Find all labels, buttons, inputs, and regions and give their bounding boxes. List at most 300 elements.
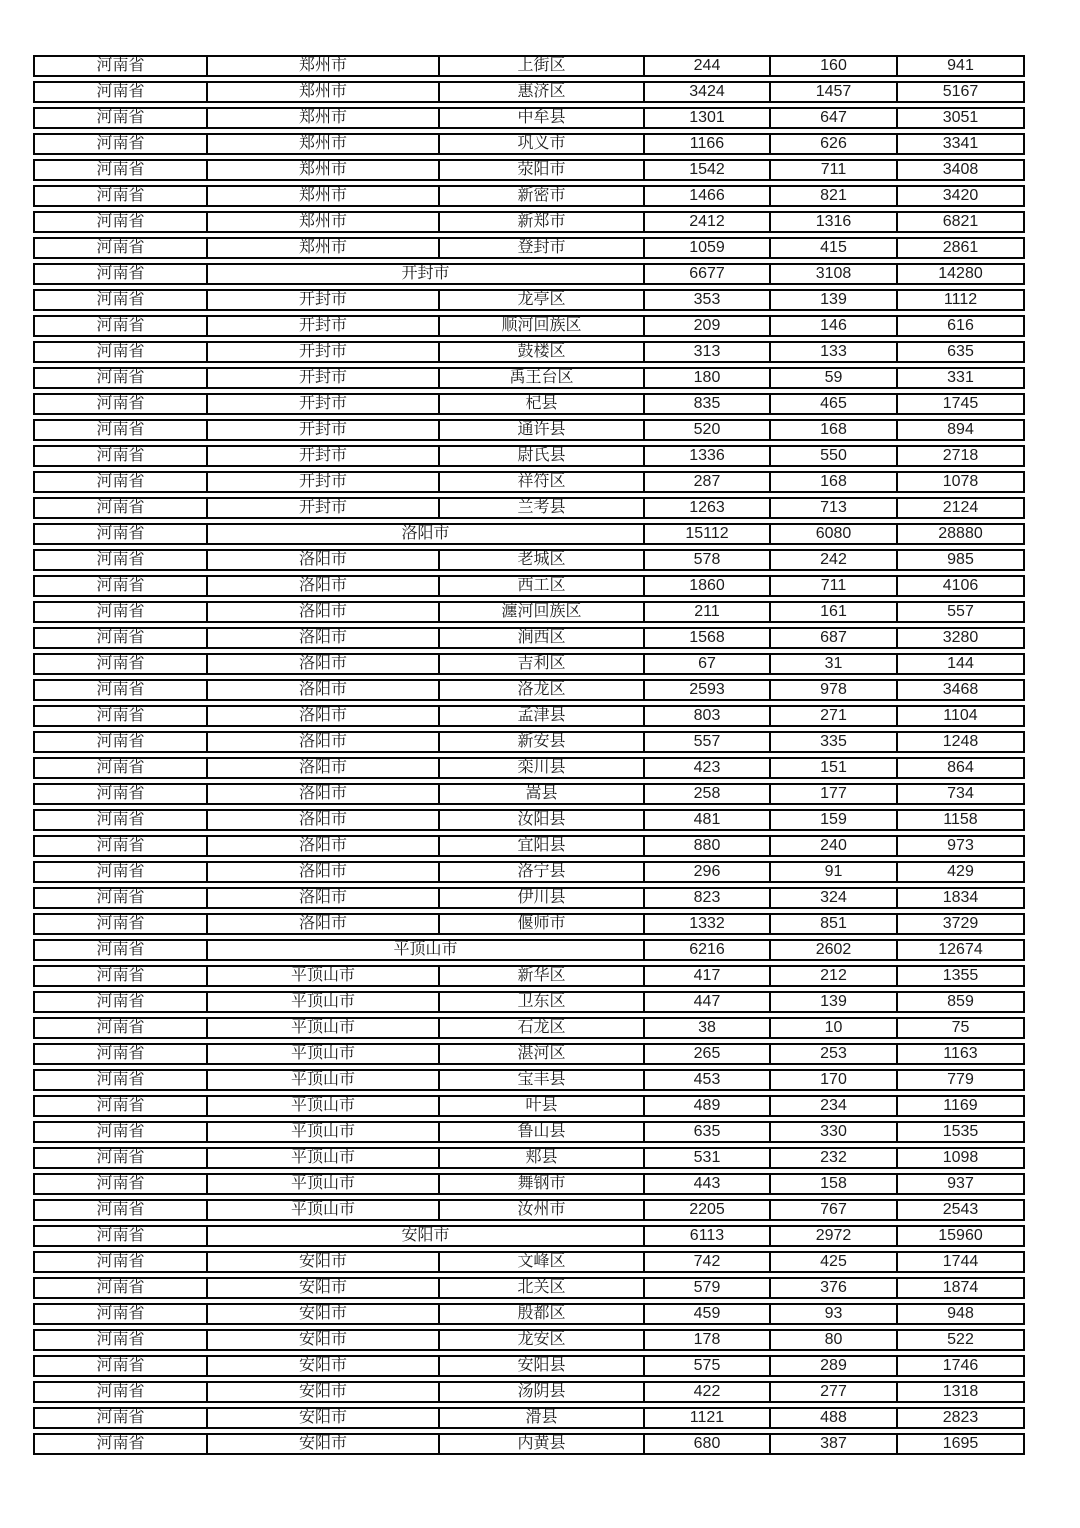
- cell-value-1: 15112: [645, 523, 771, 545]
- cell-value-1: 38: [645, 1017, 771, 1039]
- cell-value-3: 4106: [898, 575, 1025, 597]
- cell-value-3: 1248: [898, 731, 1025, 753]
- cell-district: 新华区: [440, 965, 645, 987]
- cell-city: 洛阳市: [208, 809, 440, 831]
- cell-city: 平顶山市: [208, 1147, 440, 1169]
- cell-province: 河南省: [33, 757, 208, 779]
- cell-city: 开封市: [208, 471, 440, 493]
- cell-value-2: 31: [771, 653, 898, 675]
- cell-value-1: 417: [645, 965, 771, 987]
- cell-value-1: 579: [645, 1277, 771, 1299]
- cell-province: 河南省: [33, 627, 208, 649]
- cell-value-1: 423: [645, 757, 771, 779]
- table-row: [33, 419, 1025, 441]
- cell-value-2: 821: [771, 185, 898, 207]
- cell-district: 尉氏县: [440, 445, 645, 467]
- cell-value-2: 289: [771, 1355, 898, 1377]
- cell-district: 栾川县: [440, 757, 645, 779]
- cell-district: 祥符区: [440, 471, 645, 493]
- cell-value-2: 425: [771, 1251, 898, 1273]
- cell-province: 河南省: [33, 1069, 208, 1091]
- table-row: [33, 913, 1025, 935]
- cell-city: 洛阳市: [208, 887, 440, 909]
- cell-value-3: 429: [898, 861, 1025, 883]
- cell-district: 中牟县: [440, 107, 645, 129]
- cell-value-2: 277: [771, 1381, 898, 1403]
- cell-value-2: 168: [771, 419, 898, 441]
- cell-city: 安阳市: [208, 1303, 440, 1325]
- table-row: [33, 991, 1025, 1013]
- table-row: [33, 575, 1025, 597]
- cell-value-2: 713: [771, 497, 898, 519]
- cell-province: 河南省: [33, 237, 208, 259]
- table-row: [33, 81, 1025, 103]
- cell-district: 石龙区: [440, 1017, 645, 1039]
- table-row: [33, 965, 1025, 987]
- cell-city: 郑州市: [208, 237, 440, 259]
- cell-value-3: 1163: [898, 1043, 1025, 1065]
- cell-province: 河南省: [33, 133, 208, 155]
- cell-province: 河南省: [33, 445, 208, 467]
- table-row: [33, 601, 1025, 623]
- cell-city: 郑州市: [208, 211, 440, 233]
- cell-province: 河南省: [33, 289, 208, 311]
- cell-city: 安阳市: [208, 1251, 440, 1273]
- cell-city: 平顶山市: [208, 991, 440, 1013]
- cell-city: 开封市: [208, 341, 440, 363]
- table-row: [33, 627, 1025, 649]
- cell-value-1: 296: [645, 861, 771, 883]
- cell-province: 河南省: [33, 783, 208, 805]
- cell-value-3: 3729: [898, 913, 1025, 935]
- cell-value-3: 616: [898, 315, 1025, 337]
- table-row: [33, 1017, 1025, 1039]
- cell-province: 河南省: [33, 55, 208, 77]
- cell-province: 河南省: [33, 809, 208, 831]
- cell-value-2: 159: [771, 809, 898, 831]
- cell-value-1: 67: [645, 653, 771, 675]
- table-row: [33, 1121, 1025, 1143]
- cell-city: 郑州市: [208, 107, 440, 129]
- cell-city: 安阳市: [208, 1407, 440, 1429]
- cell-value-1: 823: [645, 887, 771, 909]
- cell-province: 河南省: [33, 81, 208, 103]
- cell-value-3: 941: [898, 55, 1025, 77]
- cell-city: 平顶山市: [208, 965, 440, 987]
- cell-value-3: 734: [898, 783, 1025, 805]
- table-body: [33, 55, 1025, 1455]
- cell-province: 河南省: [33, 653, 208, 675]
- cell-value-1: 422: [645, 1381, 771, 1403]
- table-row: [33, 211, 1025, 233]
- table-row: [33, 679, 1025, 701]
- table-row: [33, 367, 1025, 389]
- cell-value-3: 864: [898, 757, 1025, 779]
- cell-value-2: 550: [771, 445, 898, 467]
- cell-province: 河南省: [33, 913, 208, 935]
- cell-district: 汤阴县: [440, 1381, 645, 1403]
- cell-value-1: 1466: [645, 185, 771, 207]
- cell-province: 河南省: [33, 887, 208, 909]
- cell-value-3: 3341: [898, 133, 1025, 155]
- cell-city-summary: 安阳市: [208, 1225, 645, 1247]
- cell-value-1: 557: [645, 731, 771, 753]
- cell-district: 巩义市: [440, 133, 645, 155]
- cell-value-1: 6216: [645, 939, 771, 961]
- cell-city: 开封市: [208, 393, 440, 415]
- cell-value-2: 647: [771, 107, 898, 129]
- table-row: [33, 1277, 1025, 1299]
- cell-city: 洛阳市: [208, 653, 440, 675]
- cell-value-1: 1121: [645, 1407, 771, 1429]
- cell-district: 龙亭区: [440, 289, 645, 311]
- cell-value-3: 1834: [898, 887, 1025, 909]
- cell-value-1: 635: [645, 1121, 771, 1143]
- cell-province: 河南省: [33, 1199, 208, 1221]
- cell-value-3: 2823: [898, 1407, 1025, 1429]
- cell-district: 北关区: [440, 1277, 645, 1299]
- cell-value-2: 2602: [771, 939, 898, 961]
- cell-value-3: 3468: [898, 679, 1025, 701]
- table-row: [33, 55, 1025, 77]
- cell-value-2: 133: [771, 341, 898, 363]
- cell-value-1: 1263: [645, 497, 771, 519]
- cell-province: 河南省: [33, 471, 208, 493]
- cell-district: 湛河区: [440, 1043, 645, 1065]
- cell-value-2: 1457: [771, 81, 898, 103]
- cell-value-2: 177: [771, 783, 898, 805]
- cell-city: 开封市: [208, 367, 440, 389]
- table-row: [33, 1095, 1025, 1117]
- cell-district: 上街区: [440, 55, 645, 77]
- cell-value-3: 3280: [898, 627, 1025, 649]
- cell-value-3: 973: [898, 835, 1025, 857]
- table-row: [33, 1199, 1025, 1221]
- cell-value-1: 209: [645, 315, 771, 337]
- cell-value-1: 211: [645, 601, 771, 623]
- cell-city: 安阳市: [208, 1355, 440, 1377]
- table-row: [33, 1251, 1025, 1273]
- cell-district: 汝阳县: [440, 809, 645, 831]
- cell-value-3: 557: [898, 601, 1025, 623]
- table-row: [33, 315, 1025, 337]
- table-row: [33, 497, 1025, 519]
- cell-province: 河南省: [33, 1277, 208, 1299]
- cell-province: 河南省: [33, 1303, 208, 1325]
- cell-province: 河南省: [33, 1121, 208, 1143]
- cell-value-1: 1542: [645, 159, 771, 181]
- cell-value-3: 635: [898, 341, 1025, 363]
- cell-city: 郑州市: [208, 159, 440, 181]
- cell-value-1: 1568: [645, 627, 771, 649]
- cell-value-2: 93: [771, 1303, 898, 1325]
- cell-province: 河南省: [33, 1433, 208, 1455]
- cell-value-1: 459: [645, 1303, 771, 1325]
- table-row: [33, 185, 1025, 207]
- cell-city: 平顶山市: [208, 1069, 440, 1091]
- cell-district: 西工区: [440, 575, 645, 597]
- cell-value-2: 978: [771, 679, 898, 701]
- cell-value-2: 151: [771, 757, 898, 779]
- cell-value-2: 376: [771, 1277, 898, 1299]
- cell-district: 涧西区: [440, 627, 645, 649]
- table-row: [33, 159, 1025, 181]
- cell-city: 开封市: [208, 315, 440, 337]
- cell-province: 河南省: [33, 497, 208, 519]
- cell-city: 平顶山市: [208, 1173, 440, 1195]
- cell-value-1: 2593: [645, 679, 771, 701]
- cell-value-3: 2861: [898, 237, 1025, 259]
- cell-city: 平顶山市: [208, 1095, 440, 1117]
- cell-district: 兰考县: [440, 497, 645, 519]
- cell-city: 平顶山市: [208, 1017, 440, 1039]
- cell-value-1: 1059: [645, 237, 771, 259]
- cell-value-1: 835: [645, 393, 771, 415]
- cell-value-1: 578: [645, 549, 771, 571]
- cell-district: 荥阳市: [440, 159, 645, 181]
- cell-value-1: 2205: [645, 1199, 771, 1221]
- table-row: [33, 1069, 1025, 1091]
- cell-province: 河南省: [33, 1225, 208, 1247]
- table-row: [33, 133, 1025, 155]
- cell-value-1: 447: [645, 991, 771, 1013]
- cell-value-1: 2412: [645, 211, 771, 233]
- cell-value-1: 1860: [645, 575, 771, 597]
- cell-value-1: 1332: [645, 913, 771, 935]
- cell-value-1: 258: [645, 783, 771, 805]
- cell-value-2: 146: [771, 315, 898, 337]
- table-row: [33, 471, 1025, 493]
- cell-value-1: 313: [645, 341, 771, 363]
- cell-value-2: 240: [771, 835, 898, 857]
- cell-value-2: 91: [771, 861, 898, 883]
- cell-value-3: 1746: [898, 1355, 1025, 1377]
- cell-district: 洛龙区: [440, 679, 645, 701]
- cell-city: 平顶山市: [208, 1043, 440, 1065]
- cell-province: 河南省: [33, 367, 208, 389]
- cell-value-2: 324: [771, 887, 898, 909]
- cell-value-3: 779: [898, 1069, 1025, 1091]
- table-row: [33, 705, 1025, 727]
- cell-value-2: 271: [771, 705, 898, 727]
- cell-value-2: 330: [771, 1121, 898, 1143]
- table-row: [33, 1355, 1025, 1377]
- cell-value-2: 488: [771, 1407, 898, 1429]
- cell-city: 安阳市: [208, 1329, 440, 1351]
- cell-value-2: 242: [771, 549, 898, 571]
- cell-value-2: 253: [771, 1043, 898, 1065]
- cell-district: 顺河回族区: [440, 315, 645, 337]
- cell-province: 河南省: [33, 575, 208, 597]
- cell-value-1: 489: [645, 1095, 771, 1117]
- table-row: [33, 731, 1025, 753]
- cell-value-2: 415: [771, 237, 898, 259]
- cell-province: 河南省: [33, 1329, 208, 1351]
- cell-district: 登封市: [440, 237, 645, 259]
- table-row: [33, 1147, 1025, 1169]
- cell-value-3: 144: [898, 653, 1025, 675]
- cell-value-3: 2543: [898, 1199, 1025, 1221]
- cell-province: 河南省: [33, 1095, 208, 1117]
- cell-value-3: 1104: [898, 705, 1025, 727]
- cell-value-2: 212: [771, 965, 898, 987]
- cell-city: 洛阳市: [208, 549, 440, 571]
- cell-value-2: 711: [771, 575, 898, 597]
- table-row: [33, 549, 1025, 571]
- cell-province: 河南省: [33, 341, 208, 363]
- table-row-city-summary: [33, 939, 1025, 961]
- cell-value-3: 331: [898, 367, 1025, 389]
- cell-value-1: 6113: [645, 1225, 771, 1247]
- cell-value-2: 139: [771, 991, 898, 1013]
- cell-value-3: 3420: [898, 185, 1025, 207]
- cell-province: 河南省: [33, 731, 208, 753]
- cell-value-1: 180: [645, 367, 771, 389]
- cell-value-3: 1874: [898, 1277, 1025, 1299]
- cell-city: 洛阳市: [208, 861, 440, 883]
- table-row: [33, 1329, 1025, 1351]
- table-row: [33, 861, 1025, 883]
- cell-value-2: 6080: [771, 523, 898, 545]
- table-row: [33, 809, 1025, 831]
- cell-value-3: 1158: [898, 809, 1025, 831]
- cell-value-2: 161: [771, 601, 898, 623]
- cell-value-1: 353: [645, 289, 771, 311]
- cell-city: 洛阳市: [208, 835, 440, 857]
- cell-district: 洛宁县: [440, 861, 645, 883]
- cell-value-3: 6821: [898, 211, 1025, 233]
- cell-city: 安阳市: [208, 1381, 440, 1403]
- cell-district: 宝丰县: [440, 1069, 645, 1091]
- cell-city: 开封市: [208, 445, 440, 467]
- cell-city: 洛阳市: [208, 601, 440, 623]
- cell-city: 开封市: [208, 497, 440, 519]
- cell-province: 河南省: [33, 601, 208, 623]
- cell-value-1: 680: [645, 1433, 771, 1455]
- table-row: [33, 1433, 1025, 1455]
- cell-value-2: 1316: [771, 211, 898, 233]
- cell-city: 洛阳市: [208, 913, 440, 935]
- cell-district: 新密市: [440, 185, 645, 207]
- table-row: [33, 757, 1025, 779]
- cell-district: 滑县: [440, 1407, 645, 1429]
- cell-value-2: 232: [771, 1147, 898, 1169]
- table-row: [33, 1381, 1025, 1403]
- cell-value-1: 742: [645, 1251, 771, 1273]
- table-row: [33, 1407, 1025, 1429]
- cell-value-1: 3424: [645, 81, 771, 103]
- cell-value-3: 3408: [898, 159, 1025, 181]
- cell-value-2: 3108: [771, 263, 898, 285]
- cell-value-2: 2972: [771, 1225, 898, 1247]
- cell-value-3: 15960: [898, 1225, 1025, 1247]
- cell-city: 洛阳市: [208, 731, 440, 753]
- cell-value-3: 3051: [898, 107, 1025, 129]
- cell-value-1: 6677: [645, 263, 771, 285]
- table-row: [33, 1303, 1025, 1325]
- cell-district: 吉利区: [440, 653, 645, 675]
- cell-value-2: 170: [771, 1069, 898, 1091]
- cell-district: 舞钢市: [440, 1173, 645, 1195]
- cell-city: 洛阳市: [208, 705, 440, 727]
- cell-city: 洛阳市: [208, 627, 440, 649]
- cell-value-2: 851: [771, 913, 898, 935]
- cell-city: 安阳市: [208, 1433, 440, 1455]
- cell-city: 开封市: [208, 419, 440, 441]
- cell-province: 河南省: [33, 1147, 208, 1169]
- cell-province: 河南省: [33, 1043, 208, 1065]
- cell-district: 龙安区: [440, 1329, 645, 1351]
- table-row: [33, 887, 1025, 909]
- cell-city: 平顶山市: [208, 1121, 440, 1143]
- cell-value-1: 1166: [645, 133, 771, 155]
- cell-value-1: 1336: [645, 445, 771, 467]
- table-row: [33, 107, 1025, 129]
- cell-province: 河南省: [33, 965, 208, 987]
- cell-district: 殷都区: [440, 1303, 645, 1325]
- cell-district: 宜阳县: [440, 835, 645, 857]
- cell-province: 河南省: [33, 939, 208, 961]
- cell-district: 安阳县: [440, 1355, 645, 1377]
- cell-city: 郑州市: [208, 81, 440, 103]
- cell-value-3: 937: [898, 1173, 1025, 1195]
- table-row: [33, 445, 1025, 467]
- cell-province: 河南省: [33, 159, 208, 181]
- cell-province: 河南省: [33, 523, 208, 545]
- cell-province: 河南省: [33, 1251, 208, 1273]
- cell-district: 新安县: [440, 731, 645, 753]
- cell-district: 通许县: [440, 419, 645, 441]
- cell-province: 河南省: [33, 679, 208, 701]
- cell-district: 瀍河回族区: [440, 601, 645, 623]
- cell-value-1: 520: [645, 419, 771, 441]
- cell-value-3: 12674: [898, 939, 1025, 961]
- cell-value-3: 1098: [898, 1147, 1025, 1169]
- cell-city: 开封市: [208, 289, 440, 311]
- cell-province: 河南省: [33, 107, 208, 129]
- cell-value-1: 880: [645, 835, 771, 857]
- cell-city-summary: 平顶山市: [208, 939, 645, 961]
- cell-province: 河南省: [33, 1407, 208, 1429]
- cell-city: 郑州市: [208, 133, 440, 155]
- cell-value-2: 335: [771, 731, 898, 753]
- table-row: [33, 783, 1025, 805]
- cell-district: 嵩县: [440, 783, 645, 805]
- cell-value-3: 1695: [898, 1433, 1025, 1455]
- table-row: [33, 835, 1025, 857]
- cell-value-3: 859: [898, 991, 1025, 1013]
- cell-province: 河南省: [33, 1355, 208, 1377]
- cell-value-1: 178: [645, 1329, 771, 1351]
- cell-province: 河南省: [33, 1173, 208, 1195]
- cell-city: 安阳市: [208, 1277, 440, 1299]
- cell-value-3: 948: [898, 1303, 1025, 1325]
- cell-city: 郑州市: [208, 185, 440, 207]
- cell-value-3: 1355: [898, 965, 1025, 987]
- table-row-city-summary: [33, 523, 1025, 545]
- cell-value-1: 443: [645, 1173, 771, 1195]
- cell-value-1: 244: [645, 55, 771, 77]
- cell-province: 河南省: [33, 861, 208, 883]
- cell-value-2: 465: [771, 393, 898, 415]
- cell-value-2: 234: [771, 1095, 898, 1117]
- cell-province: 河南省: [33, 211, 208, 233]
- cell-city: 洛阳市: [208, 783, 440, 805]
- table-row: [33, 289, 1025, 311]
- cell-value-3: 28880: [898, 523, 1025, 545]
- cell-value-2: 387: [771, 1433, 898, 1455]
- cell-value-3: 1112: [898, 289, 1025, 311]
